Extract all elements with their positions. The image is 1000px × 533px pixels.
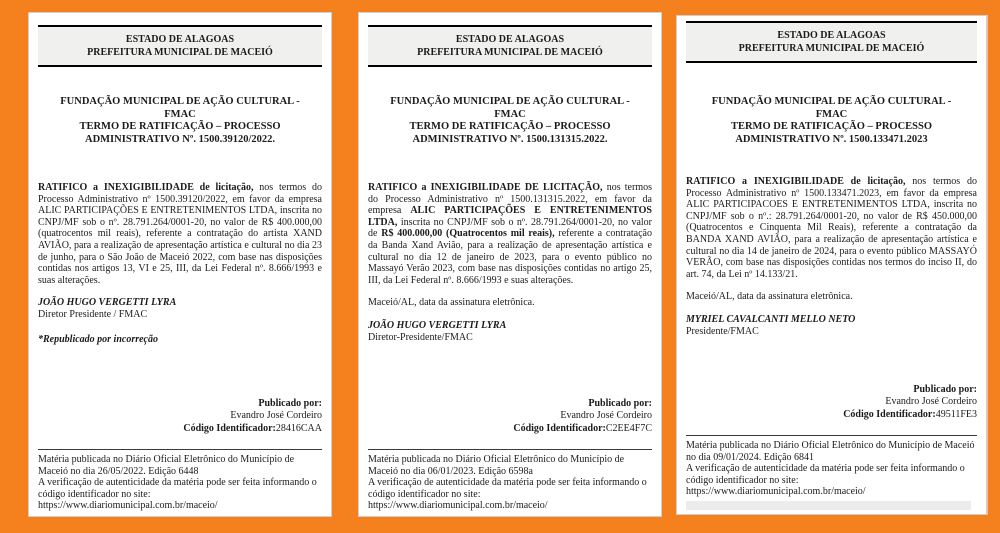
- signature-place-line: Maceió/AL, data da assinatura eletrônica.: [368, 297, 535, 309]
- signature-block: [368, 320, 652, 343]
- signature-block: [686, 314, 977, 337]
- state-name: ESTADO DE ALAGOAS: [125, 34, 235, 45]
- published-by-label: Publicado por:: [258, 397, 322, 409]
- ratification-paragraph: RATIFICO a INEXIGIBILIDADE de licitação, nos termos do Processo Administrativo nº 1500.133471.2023, em favor da empresa ALIC PARTICIPACOES E ENTRETENIMENTOS LTDA, inscrita no CNPJ/MF sob o nº.: 28.791.264/0001-20, no valor de R$ 450.000,00 (Quatrocentos e Cinquenta Mil Reais), referente a contratação da BANDA XAND AVIÃO, para a realização de apresentação artística e cultural no dia 14 de janeiro de 2024, para o evento público MASSAYÓ VERÃO, com base nas disposições contidas nos termos do inciso II, do art. 74, da Lei nº 14.133/21.: [686, 176, 977, 280]
- document-title: FUNDAÇÃO MUNICIPAL DE AÇÃO CULTURAL - FMAC TERMO DE RATIFICAÇÃO – PROCESSO ADMINISTRATIVO Nº. 1500.133471.2023: [711, 96, 952, 145]
- identifier-code: C2EE4F7C: [605, 422, 652, 434]
- scan-artifact-bar: [686, 501, 971, 510]
- spacer: [38, 345, 322, 398]
- identifier-line: [686, 409, 977, 422]
- document-title: FUNDAÇÃO MUNICIPAL DE AÇÃO CULTURAL - FMAC TERMO DE RATIFICAÇÃO – PROCESSO ADMINISTRATIVO Nº. 1500.131315.2022.: [390, 96, 630, 145]
- published-by-label: Publicado por:: [913, 383, 977, 395]
- state-name: ESTADO DE ALAGOAS: [777, 30, 886, 41]
- published-by-block: [38, 398, 322, 436]
- published-by-block: [368, 398, 652, 436]
- state-name: ESTADO DE ALAGOAS: [455, 34, 565, 45]
- identifier-label: Código Identificador:: [513, 422, 606, 434]
- publisher-name: Evandro José Cordeiro: [885, 396, 977, 408]
- signer-name: JOÃO HUGO VERGETTI LYRA: [38, 297, 177, 309]
- document-title: FUNDAÇÃO MUNICIPAL DE AÇÃO CULTURAL - FMAC TERMO DE RATIFICAÇÃO – PROCESSO ADMINISTRATIVO Nº. 1500.39120/2022.: [60, 96, 300, 145]
- signature-place-line: Maceió/AL, data da assinatura eletrônica.: [686, 291, 853, 303]
- spacer: [368, 343, 652, 397]
- identifier-code: 49511FE3: [935, 408, 977, 420]
- agency-header: [368, 25, 652, 67]
- signer-name: MYRIEL CAVALCANTI MELLO NETO: [686, 313, 856, 325]
- gazette-panel-3: [676, 15, 988, 515]
- agency-header: [686, 21, 977, 63]
- spacer: [686, 337, 977, 383]
- municipality-name: PREFEITURA MUNICIPAL DE MACEIÓ: [738, 42, 925, 54]
- signer-role: Presidente/FMAC: [686, 325, 759, 337]
- publisher-name: Evandro José Cordeiro: [230, 410, 322, 422]
- publisher-name: Evandro José Cordeiro: [560, 410, 652, 422]
- agency-header: [38, 25, 322, 67]
- municipality-name: PREFEITURA MUNICIPAL DE MACEIÓ: [417, 46, 603, 58]
- municipality-name: PREFEITURA MUNICIPAL DE MACEIÓ: [87, 46, 273, 58]
- identifier-code: 28416CAA: [275, 422, 322, 434]
- published-by-block: [686, 384, 977, 422]
- published-by-label: Publicado por:: [588, 397, 652, 409]
- identifier-label: Código Identificador:: [843, 408, 936, 420]
- signature-block: [38, 297, 322, 320]
- signer-role: Diretor-Presidente/FMAC: [368, 331, 473, 343]
- publication-footer: Matéria publicada no Diário Oficial Eletrônico do Município de Maceió no dia 06/01/2023. Edição 6598a A verificação de autenticidade da matéria pode ser feita informando o código identificador no site: https://www.diariomunicipal.com.br/maceio/: [368, 449, 652, 512]
- publication-footer: Matéria publicada no Diário Oficial Eletrônico do Município de Maceió no dia 09/01/2024. Edição 6841 A verificação de autenticidade da matéria pode ser feita informando o código identificador no site: https://www.diariomunicipal.com.br/maceio/: [686, 435, 977, 498]
- identifier-label: Código Identificador:: [183, 422, 276, 434]
- signer-name: JOÃO HUGO VERGETTI LYRA: [368, 319, 507, 331]
- ratification-paragraph: RATIFICO a INEXIGIBILIDADE de licitação, nos termos do Processo Administrativo nº 1500.39120/2022, em favor da empresa ALIC PARTICIPAÇÕES E ENTRETENIMENTOS LTDA, inscrita no CNPJ/MF sob o nº. 28.791.264/0001-20, no valor de R$ 400.000,00 (quatrocentos mil reais), referente a contratação do artista XAND AVIÃO, para a realização de apresentação artística e cultural no dia 23 de junho, para o São João de Maceió 2022, com base nas disposições contidas nos artigos 13, VI e 25, III, da Lei Federal nº. 8.666/1993 e suas alterações.: [38, 182, 322, 286]
- identifier-line: [38, 423, 322, 436]
- ratification-paragraph: RATIFICO a INEXIGIBILIDADE DE LICITAÇÃO, nos termos do Processo Administrativo nº 1500.131315.2022, em favor da empresa ALIC PARTICIPAÇÕES E ENTRETENIMENTOS LTDA, inscrita no CNPJ/MF sob o nº. 28.791.264/0001-20, no valor de R$ 400.000,00 (Quatrocentos mil reais), referente a contratação da Banda Xand Avião, para a realização de apresentação artística e cultural no dia 12 de janeiro de 2023, para o evento público no Massayó Verão 2023, com base nas disposições contidas no artigo 25, III, da Lei Federal nº. 8.666/1993 e suas alterações.: [368, 182, 652, 286]
- signer-role: Diretor Presidente / FMAC: [38, 308, 148, 320]
- gazette-panel-1: [28, 12, 332, 517]
- publication-footer: Matéria publicada no Diário Oficial Eletrônico do Município de Maceió no dia 26/05/2022. Edição 6448 A verificação de autenticidade da matéria pode ser feita informando o código identificador no site: https://www.diariomunicipal.com.br/maceio/: [38, 449, 322, 512]
- gazette-panel-2: [358, 12, 662, 517]
- republication-note: *Republicado por incorreção: [38, 333, 158, 345]
- identifier-line: [368, 423, 652, 436]
